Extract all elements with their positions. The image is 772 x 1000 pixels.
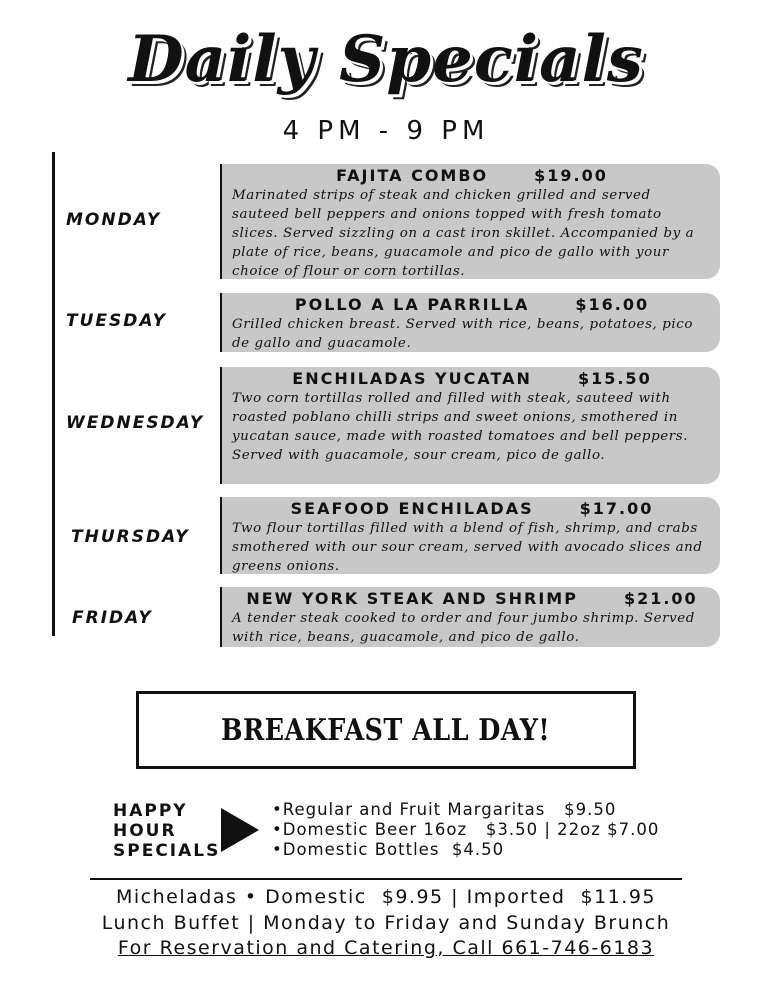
page-title: Daily Specials [128,22,644,97]
special-card-wednesday [220,367,720,484]
special-price: $15.50 [577,369,652,388]
special-price: $21.00 [623,589,698,608]
happy-hour-label [113,801,220,861]
footer-micheladas: Micheladas • Domestic $9.95 | Imported $11.95 [115,886,656,908]
timeline-divider [52,152,55,636]
happy-hour-label-line: SPECIALS [113,841,221,861]
special-card-thursday [220,497,720,574]
happy-hour-list [272,800,659,860]
special-description: A tender steak cooked to order and four jumbo shrimp. Served with rice, beans, guacamole, and pico de gallo. [232,611,695,645]
breakfast-banner [136,691,636,769]
special-name: FAJITA COMBO [336,166,489,185]
special-card-monday [220,164,720,279]
day-label-friday: FRIDAY [72,608,153,628]
special-price: $16.00 [575,295,650,314]
day-label-wednesday: WEDNESDAY [66,413,205,433]
special-name: NEW YORK STEAK AND SHRIMP [246,589,578,608]
day-label-monday: MONDAY [66,210,162,230]
special-name: POLLO A LA PARRILLA [294,295,530,314]
day-label-tuesday: TUESDAY [66,311,167,331]
happy-hour-item: •Domestic Bottles $4.50 [272,840,505,859]
special-card-tuesday [220,293,720,352]
happy-hour-label-line: HAPPY [113,801,188,821]
happy-hour-item: •Regular and Fruit Margaritas $9.50 [272,800,617,819]
happy-hour-label-line: HOUR [113,821,177,841]
special-price: $19.00 [534,166,608,185]
footer-reservation[interactable]: For Reservation and Catering, Call 661-746-6183 [117,937,655,959]
special-description: Marinated strips of steak and chicken grilled and served sauteed bell peppers and onions topped with fresh tomato slices. Served sizzling on a cast iron skillet. Accompanied by a plate of rice, beans, guacamole and pico de gallo with your choice of flour or corn tortillas. [232,188,695,279]
happy-hour-item: •Domestic Beer 16oz $3.50 | 22oz $7.00 [272,820,660,839]
special-card-friday [220,587,720,647]
special-description: Two corn tortillas rolled and filled with steak, sauteed with roasted poblano chilli strips and sweet onions, smothered in yucatan sauce, made with roasted tomatoes and bell peppers. Served with guacamole, sour cream, pico de gallo. [232,391,689,463]
special-description: Two flour tortillas filled with a blend of fish, shrimp, and crabs smothered with our sour cream, served with avocado slices and greens onions. [232,521,703,574]
footer-lunch-buffet: Lunch Buffet | Monday to Friday and Sunday Brunch [101,912,671,934]
special-description: Grilled chicken breast. Served with rice, beans, potatoes, pico de gallo and guacamole. [232,317,694,351]
day-label-thursday: THURSDAY [71,527,190,547]
special-name: ENCHILADAS YUCATAN [292,369,532,388]
footer-divider [90,878,682,880]
special-name: SEAFOOD ENCHILADAS [290,499,534,518]
hours: 4 PM - 9 PM [282,116,490,146]
special-price: $17.00 [579,499,654,518]
breakfast-text: BREAKFAST ALL DAY! [221,712,551,748]
play-arrow-icon [221,808,259,852]
